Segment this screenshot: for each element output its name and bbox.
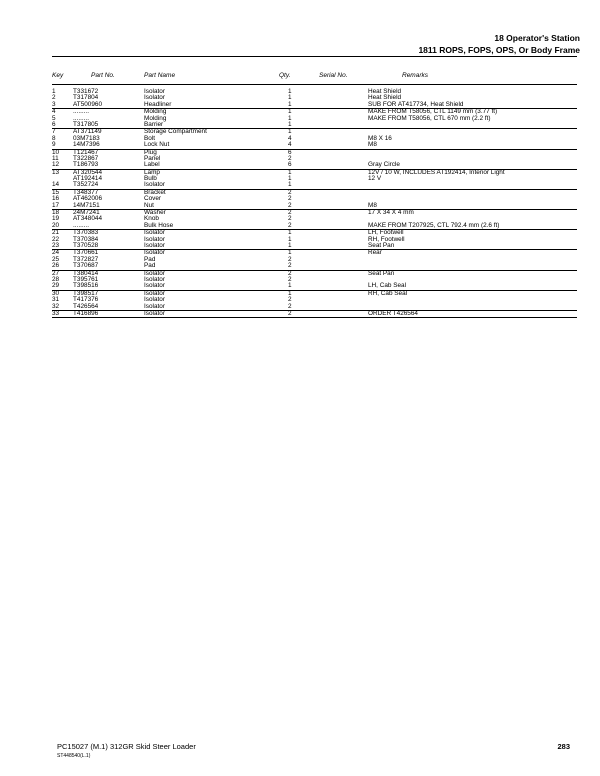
cell-part-name: Isolator: [144, 94, 165, 102]
cell-qty: 2: [288, 201, 292, 209]
cell-remarks: RH, Cab Seal: [368, 289, 408, 297]
cell-part-no: AT462006: [73, 195, 103, 203]
cell-qty: 2: [288, 302, 292, 310]
cell-qty: 1: [288, 168, 292, 176]
section-title: 18 Operator's Station: [494, 33, 580, 43]
cell-key: 7: [52, 128, 56, 136]
row-group: [52, 291, 577, 311]
cell-remarks: Heat Shield: [368, 88, 402, 95]
cell-key: 18: [52, 209, 60, 217]
cell-remarks: 12 V: [368, 175, 382, 183]
cell-part-no: T352724: [73, 181, 99, 189]
col-part-name: Part Name: [144, 72, 176, 79]
cell-part-name: Bolt: [144, 134, 156, 142]
cell-remarks: 12V / 10 W, INCLUDES AT192414, Interior Light: [368, 168, 505, 176]
cell-part-no: T395761: [73, 275, 99, 283]
cell-part-no: T398517: [73, 289, 99, 297]
cell-part-name: Isolator: [144, 249, 165, 257]
cell-key: 29: [52, 282, 60, 290]
cell-part-no: T317805: [73, 120, 99, 128]
footer-doc-info: PC15027 (M.1) 312GR Skid Steer Loader: [57, 742, 196, 751]
cell-qty: 2: [288, 296, 292, 304]
table-row: [52, 162, 577, 168]
cell-part-no: AT371149: [73, 128, 102, 136]
row-group: [52, 271, 577, 291]
cell-part-no: .........: [73, 108, 89, 116]
cell-key: 9: [52, 141, 56, 149]
cell-remarks: RH, Footwell: [368, 235, 405, 243]
cell-key: 27: [52, 269, 60, 277]
cell-part-no: 14M7151: [73, 201, 100, 209]
parts-table: [52, 89, 577, 318]
cell-key: 15: [52, 188, 60, 196]
cell-key: 23: [52, 241, 60, 249]
table-row: [52, 203, 577, 209]
cell-qty: 1: [288, 235, 292, 243]
cell-part-name: Isolator: [144, 282, 165, 290]
cell-part-name: Isolator: [144, 235, 165, 243]
cell-part-name: Storage Compartment: [144, 128, 207, 136]
cell-part-no: 24M7241: [73, 209, 100, 217]
cell-part-no: T348377: [73, 188, 99, 196]
cell-qty: 2: [288, 195, 292, 203]
cell-part-name: Headliner: [144, 100, 172, 108]
cell-part-no: T370687: [73, 262, 99, 270]
cell-remarks: MAKE FROM T58056, CTL 1149 mm (3.77 ft): [368, 108, 498, 116]
cell-part-name: Bulk Hose: [144, 221, 174, 229]
cell-part-name: Knob: [144, 215, 159, 223]
cell-part-name: Molding: [144, 114, 167, 122]
cell-part-name: Washer: [144, 209, 166, 217]
cell-key: 21: [52, 229, 60, 237]
cell-part-name: Isolator: [144, 88, 165, 95]
header-rule: [52, 56, 577, 57]
cell-part-no: T370384: [73, 235, 99, 243]
cell-key: 25: [52, 255, 60, 263]
cell-remarks: Seat Pan: [368, 269, 395, 277]
cell-part-name: Bulb: [144, 175, 157, 183]
cell-qty: 1: [288, 128, 292, 136]
col-key: Key: [52, 72, 64, 79]
cell-part-no: T380414: [73, 269, 99, 277]
cell-key: 3: [52, 100, 56, 108]
cell-remarks: LH, Cab Seal: [368, 282, 407, 290]
cell-qty: 2: [288, 262, 292, 270]
cell-remarks: MAKE FROM T207925, CTL 792.4 mm (2.6 ft): [368, 221, 500, 229]
section-subtitle: 1811 ROPS, FOPS, OPS, Or Body Frame: [418, 45, 580, 55]
cell-key: 5: [52, 114, 56, 122]
cell-qty: 4: [288, 134, 292, 142]
cell-remarks: Seat Pan: [368, 241, 395, 249]
cell-qty: 1: [288, 120, 292, 128]
cell-key: 30: [52, 289, 60, 297]
cell-remarks: LH, Footwell: [368, 229, 404, 237]
cell-remarks: SUB FOR AT417734, Heat Shield: [368, 100, 464, 108]
cell-key: 17: [52, 201, 60, 209]
cell-qty: 2: [288, 154, 292, 162]
table-row: [52, 243, 577, 249]
cell-remarks: M8: [368, 201, 377, 209]
cell-qty: 2: [288, 269, 292, 277]
cell-key: 32: [52, 302, 60, 310]
cell-part-name: Isolator: [144, 296, 165, 304]
row-group: [52, 250, 577, 270]
cell-key: 10: [52, 148, 60, 156]
row-group: [52, 129, 577, 149]
cell-part-no: T322867: [73, 154, 99, 162]
cell-qty: 1: [288, 108, 292, 116]
cell-part-name: Label: [144, 161, 160, 169]
cell-key: 13: [52, 168, 60, 176]
cell-part-name: Isolator: [144, 302, 165, 310]
cell-qty: 6: [288, 161, 292, 169]
table-row: [52, 223, 577, 229]
row-group: [52, 230, 577, 250]
row-group: [52, 190, 577, 210]
cell-part-name: Molding: [144, 108, 167, 116]
cell-part-name: Cover: [144, 195, 162, 203]
cell-qty: 2: [288, 275, 292, 283]
cell-part-no: T372827: [73, 255, 99, 263]
table-row: [52, 311, 577, 317]
cell-key: 24: [52, 249, 60, 257]
cell-qty: 1: [288, 88, 292, 95]
cell-part-name: Lamp: [144, 168, 160, 176]
cell-qty: 2: [288, 188, 292, 196]
cell-part-no: T370383: [73, 229, 99, 237]
table-row: [52, 182, 577, 188]
cell-qty: 1: [288, 241, 292, 249]
cell-key: 26: [52, 262, 60, 270]
cell-key: 14: [52, 181, 60, 189]
cell-part-no: AT348044: [73, 215, 103, 223]
cell-remarks: MAKE FROM T58056, CTL 670 mm (2.2 ft): [368, 114, 491, 122]
cell-remarks: Gray Circle: [368, 161, 400, 169]
cell-part-name: Isolator: [144, 289, 165, 297]
cell-remarks: 17 X 34 X 4 mm: [368, 209, 414, 217]
cell-part-name: Isolator: [144, 181, 165, 189]
cell-remarks: Heat Shield: [368, 94, 402, 102]
cell-remarks: M8 X 16: [368, 134, 392, 142]
cell-key: 28: [52, 275, 60, 283]
cell-qty: 4: [288, 141, 292, 149]
row-group: [52, 170, 577, 190]
cell-key: 31: [52, 296, 60, 304]
col-serial-no: Serial No.: [319, 72, 348, 79]
cell-key: 11: [52, 154, 59, 162]
cell-part-name: Nut: [144, 201, 154, 209]
cell-qty: 2: [288, 209, 292, 217]
cell-qty: 1: [288, 229, 292, 237]
cell-part-no: T370528: [73, 241, 99, 249]
cell-part-name: Isolator: [144, 269, 165, 277]
cell-qty: 2: [288, 255, 292, 263]
table-row: [52, 142, 577, 148]
cell-remarks: ORDER T426564: [368, 309, 418, 317]
cell-part-no: AT192414: [73, 175, 103, 183]
cell-part-no: T317804: [73, 94, 99, 102]
cell-qty: 1: [288, 100, 292, 108]
cell-key: 16: [52, 195, 60, 203]
table-row: [52, 122, 577, 128]
cell-qty: 1: [288, 94, 292, 102]
cell-part-name: Plug: [144, 148, 157, 156]
cell-part-name: Bracket: [144, 188, 166, 196]
table-row: [52, 283, 577, 289]
cell-part-name: Pad: [144, 262, 156, 270]
col-remarks: Remarks: [402, 72, 429, 79]
cell-part-name: Barrier: [144, 120, 164, 128]
cell-part-no: T121467: [73, 148, 99, 156]
cell-key: 22: [52, 235, 60, 243]
cell-part-no: T331672: [73, 88, 99, 95]
row-group: [52, 210, 577, 230]
cell-part-no: AT320544: [73, 168, 103, 176]
cell-key: 1: [52, 88, 56, 95]
cell-qty: 1: [288, 175, 292, 183]
cell-part-no: T417376: [73, 296, 99, 304]
cell-part-name: Isolator: [144, 229, 165, 237]
column-header-rule: [52, 84, 577, 85]
cell-key: 8: [52, 134, 56, 142]
cell-part-name: Lock Nut: [144, 141, 170, 149]
col-qty: Qty.: [279, 72, 291, 79]
cell-key: 20: [52, 221, 60, 229]
cell-part-name: Panel: [144, 154, 161, 162]
row-group: [52, 109, 577, 129]
cell-key: 19: [52, 215, 60, 223]
cell-part-name: Isolator: [144, 275, 165, 283]
cell-qty: 2: [288, 309, 292, 317]
cell-part-no: T370661: [73, 249, 99, 257]
cell-part-name: Isolator: [144, 309, 165, 317]
cell-qty: 1: [288, 249, 292, 257]
table-row: [52, 102, 577, 108]
table-row: [52, 304, 577, 310]
cell-qty: 6: [288, 148, 292, 156]
cell-part-no: .........: [73, 221, 89, 229]
cell-qty: 1: [288, 282, 292, 290]
cell-part-no: 03M7183: [73, 134, 100, 142]
cell-key: 33: [52, 309, 60, 317]
cell-part-no: T398516: [73, 282, 99, 290]
cell-key: 2: [52, 94, 56, 102]
col-part-no: Part No.: [91, 72, 115, 79]
footer-code: ST448540(L.1): [57, 753, 91, 759]
cell-part-no: AT500960: [73, 100, 103, 108]
cell-key: 4: [52, 108, 56, 116]
cell-part-no: T186793: [73, 161, 99, 169]
cell-qty: 2: [288, 221, 292, 229]
cell-key: 12: [52, 161, 60, 169]
row-group: [52, 150, 577, 170]
cell-key: 6: [52, 120, 56, 128]
cell-remarks: Rear: [368, 249, 382, 257]
cell-qty: 2: [288, 215, 292, 223]
cell-qty: 1: [288, 181, 292, 189]
row-group: [52, 311, 577, 318]
cell-qty: 1: [288, 114, 292, 122]
table-row: [52, 263, 577, 269]
cell-part-name: Isolator: [144, 241, 165, 249]
cell-part-no: T426564: [73, 302, 99, 310]
cell-part-no: T416896: [73, 309, 99, 317]
cell-part-name: Pad: [144, 255, 156, 263]
cell-part-no: .........: [73, 114, 89, 122]
cell-part-no: 14M7396: [73, 141, 100, 149]
cell-qty: 1: [288, 289, 292, 297]
cell-remarks: M8: [368, 141, 377, 149]
page-number: 283: [557, 742, 570, 751]
row-group: [52, 89, 577, 109]
